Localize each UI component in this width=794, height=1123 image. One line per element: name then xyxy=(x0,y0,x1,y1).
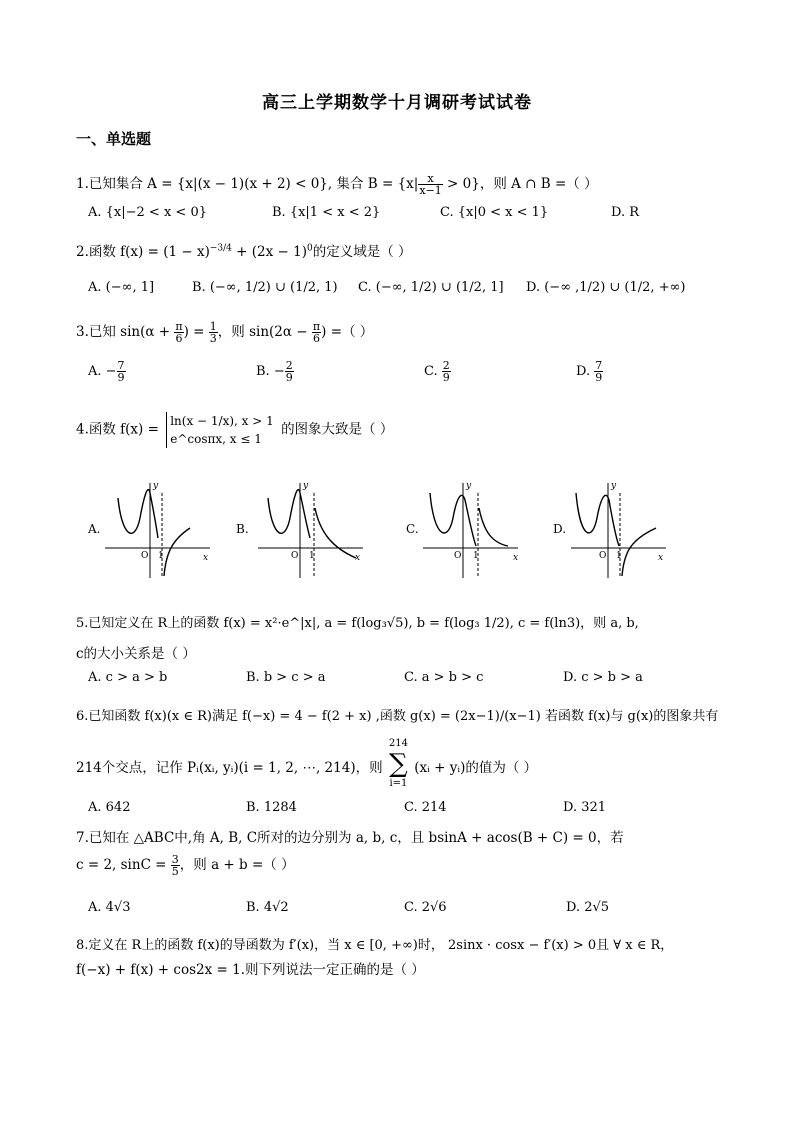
svg-text:O: O xyxy=(599,551,607,561)
svg-text:1: 1 xyxy=(616,551,622,561)
q4-graph-label-a: A. xyxy=(88,522,101,536)
svg-text:O: O xyxy=(141,551,149,561)
q1-option-c: C. {x|0 < x < 1} xyxy=(440,205,549,220)
q2-option-a: A. (−∞, 1] xyxy=(88,280,155,295)
q4-graph-c xyxy=(418,478,568,583)
q5-option-b: B. b > c > a xyxy=(246,670,326,685)
svg-text:O: O xyxy=(291,551,299,561)
q2-option-c: C. (−∞, 1/2) ∪ (1/2, 1] xyxy=(358,280,504,295)
q3-option-d: D. $\frac{7}{9}$ xyxy=(576,359,603,384)
q1-option-a: A. {x|−2 < x < 0} xyxy=(88,205,207,220)
q7-option-b: B. 4√2 xyxy=(246,900,289,915)
question-1-stem xyxy=(76,172,598,196)
q6-option-b: B. 1284 xyxy=(246,800,297,815)
q6-option-c: C. 214 xyxy=(404,800,447,815)
question-4-stem: 4.函数 f(x) = ln(x − 1/x), x > 1 e^cosπx, x ≤ 1 的图象大致是（ ） xyxy=(76,414,394,446)
svg-text:O: O xyxy=(454,551,462,561)
page-title: 高三上学期数学十月调研考试试卷 xyxy=(262,93,532,113)
svg-text:y: y xyxy=(303,481,309,491)
q4-graph-label-d: D. xyxy=(553,522,567,536)
q1-stem-end: > 0}，则 A ∩ B =（ ） xyxy=(442,176,598,192)
q1-option-b: B. {x|1 < x < 2} xyxy=(272,205,381,220)
q7-option-a: A. 4√3 xyxy=(88,900,131,915)
q6-option-a: A. 642 xyxy=(88,800,131,815)
q4-graph-b xyxy=(248,478,398,583)
q5-option-d: D. c > b > a xyxy=(563,670,643,685)
question-8-line-1: 8.定义在 R上的函数 f(x)的导函数为 f′(x)，当 x ∈ [0, +∞)时， 2sinx · cosx − f′(x) > 0且 ∀ x ∈ R， xyxy=(76,938,674,953)
q4-graph-label-c: C. xyxy=(406,522,419,536)
svg-text:x: x xyxy=(355,553,361,563)
question-8-line-2: f(−x) + f(x) + cos2x = 1.则下列说法一定正确的是（ ） xyxy=(76,962,425,978)
svg-text:1: 1 xyxy=(158,551,164,561)
svg-text:y: y xyxy=(466,481,472,491)
question-2-stem: 2.函数 $f(x) = (1 - x)^{-3/4} + (2x - 1)^0$的定义域是（ ） xyxy=(76,243,412,260)
svg-text:x: x xyxy=(203,553,209,563)
q3-option-a: A. − $\frac{7}{9}$ xyxy=(88,359,125,384)
q2-option-b: B. (−∞, 1/2) ∪ (1/2, 1) xyxy=(192,280,338,295)
q7-option-c: C. 2√6 xyxy=(404,900,447,915)
svg-text:x: x xyxy=(658,553,664,563)
question-3-stem: 3.已知 sin(α + $\frac{\pi}{6}$ ) = $\frac{1}{3}$ ，则 sin(2α − $\frac{\pi}{6}$ ) =（ ） xyxy=(76,320,374,345)
q6-option-d: D. 321 xyxy=(563,800,607,815)
q3-option-b: B. − $\frac{2}{9}$ xyxy=(256,359,293,384)
q4-piecewise: ln(x − 1/x), x > 1 e^cosπx, x ≤ 1 xyxy=(166,412,274,448)
question-7-line-1: 7.已知在 △ABC中,角 A, B, C所对的边分别为 a, b, c，且 bsinA + acos(B + C) = 0，若 xyxy=(76,830,624,846)
q7-option-d: D. 2√5 xyxy=(566,900,610,915)
q4-graph-a xyxy=(100,478,250,583)
q5-option-a: A. c > a > b xyxy=(88,670,168,685)
q5-option-c: C. a > b > c xyxy=(404,670,484,685)
svg-text:1: 1 xyxy=(309,551,315,561)
svg-text:x: x xyxy=(513,553,519,563)
svg-text:y: y xyxy=(153,481,159,491)
question-5-line-2: c的大小关系是（ ） xyxy=(76,646,196,662)
q4-graph-label-b: B. xyxy=(236,522,249,536)
q3-option-c: C. $\frac{2}{9}$ xyxy=(424,359,450,384)
svg-text:1: 1 xyxy=(473,551,479,561)
section-heading: 一、单选题 xyxy=(76,130,152,148)
question-5-line-1: 5.已知定义在 R上的函数 f(x) = x²·e^|x|, a = f(log₃√5), b = f(log₃ 1/2), c = f(ln3)，则 a, b, xyxy=(76,616,639,631)
svg-text:y: y xyxy=(611,481,617,491)
q2-option-d: D. (−∞ ,1/2) ∪ (1/2, +∞) xyxy=(526,280,686,295)
q1-option-d: D. R xyxy=(611,205,640,220)
question-7-line-2: c = 2, sinC = $\frac{3}{5}$ ，则 a + b =（ ） xyxy=(76,853,295,878)
question-6-line-1: 6.已知函数 f(x)(x ∈ R)满足 f(−x) = 4 − f(2 + x) ,函数 g(x) = (2x−1)/(x−1) 若函数 f(x)与 g(x)的图象共有 xyxy=(76,709,719,724)
q4-graph-d xyxy=(566,478,716,583)
question-6-line-2: 214个交点，记作 Pᵢ(xᵢ, yᵢ)(i = 1, 2, ⋯, 214)，则 214 ∑ i=1 (xᵢ + yᵢ)的值为（ ） xyxy=(76,738,538,789)
q1-fraction: $\frac{x}{x-1}$ xyxy=(419,172,442,197)
q6-summation: 214 ∑ i=1 xyxy=(388,738,408,789)
q1-stem-text: 1.已知集合 A = {x|(x − 1)(x + 2) < 0}, 集合 B = {x| xyxy=(76,176,419,192)
